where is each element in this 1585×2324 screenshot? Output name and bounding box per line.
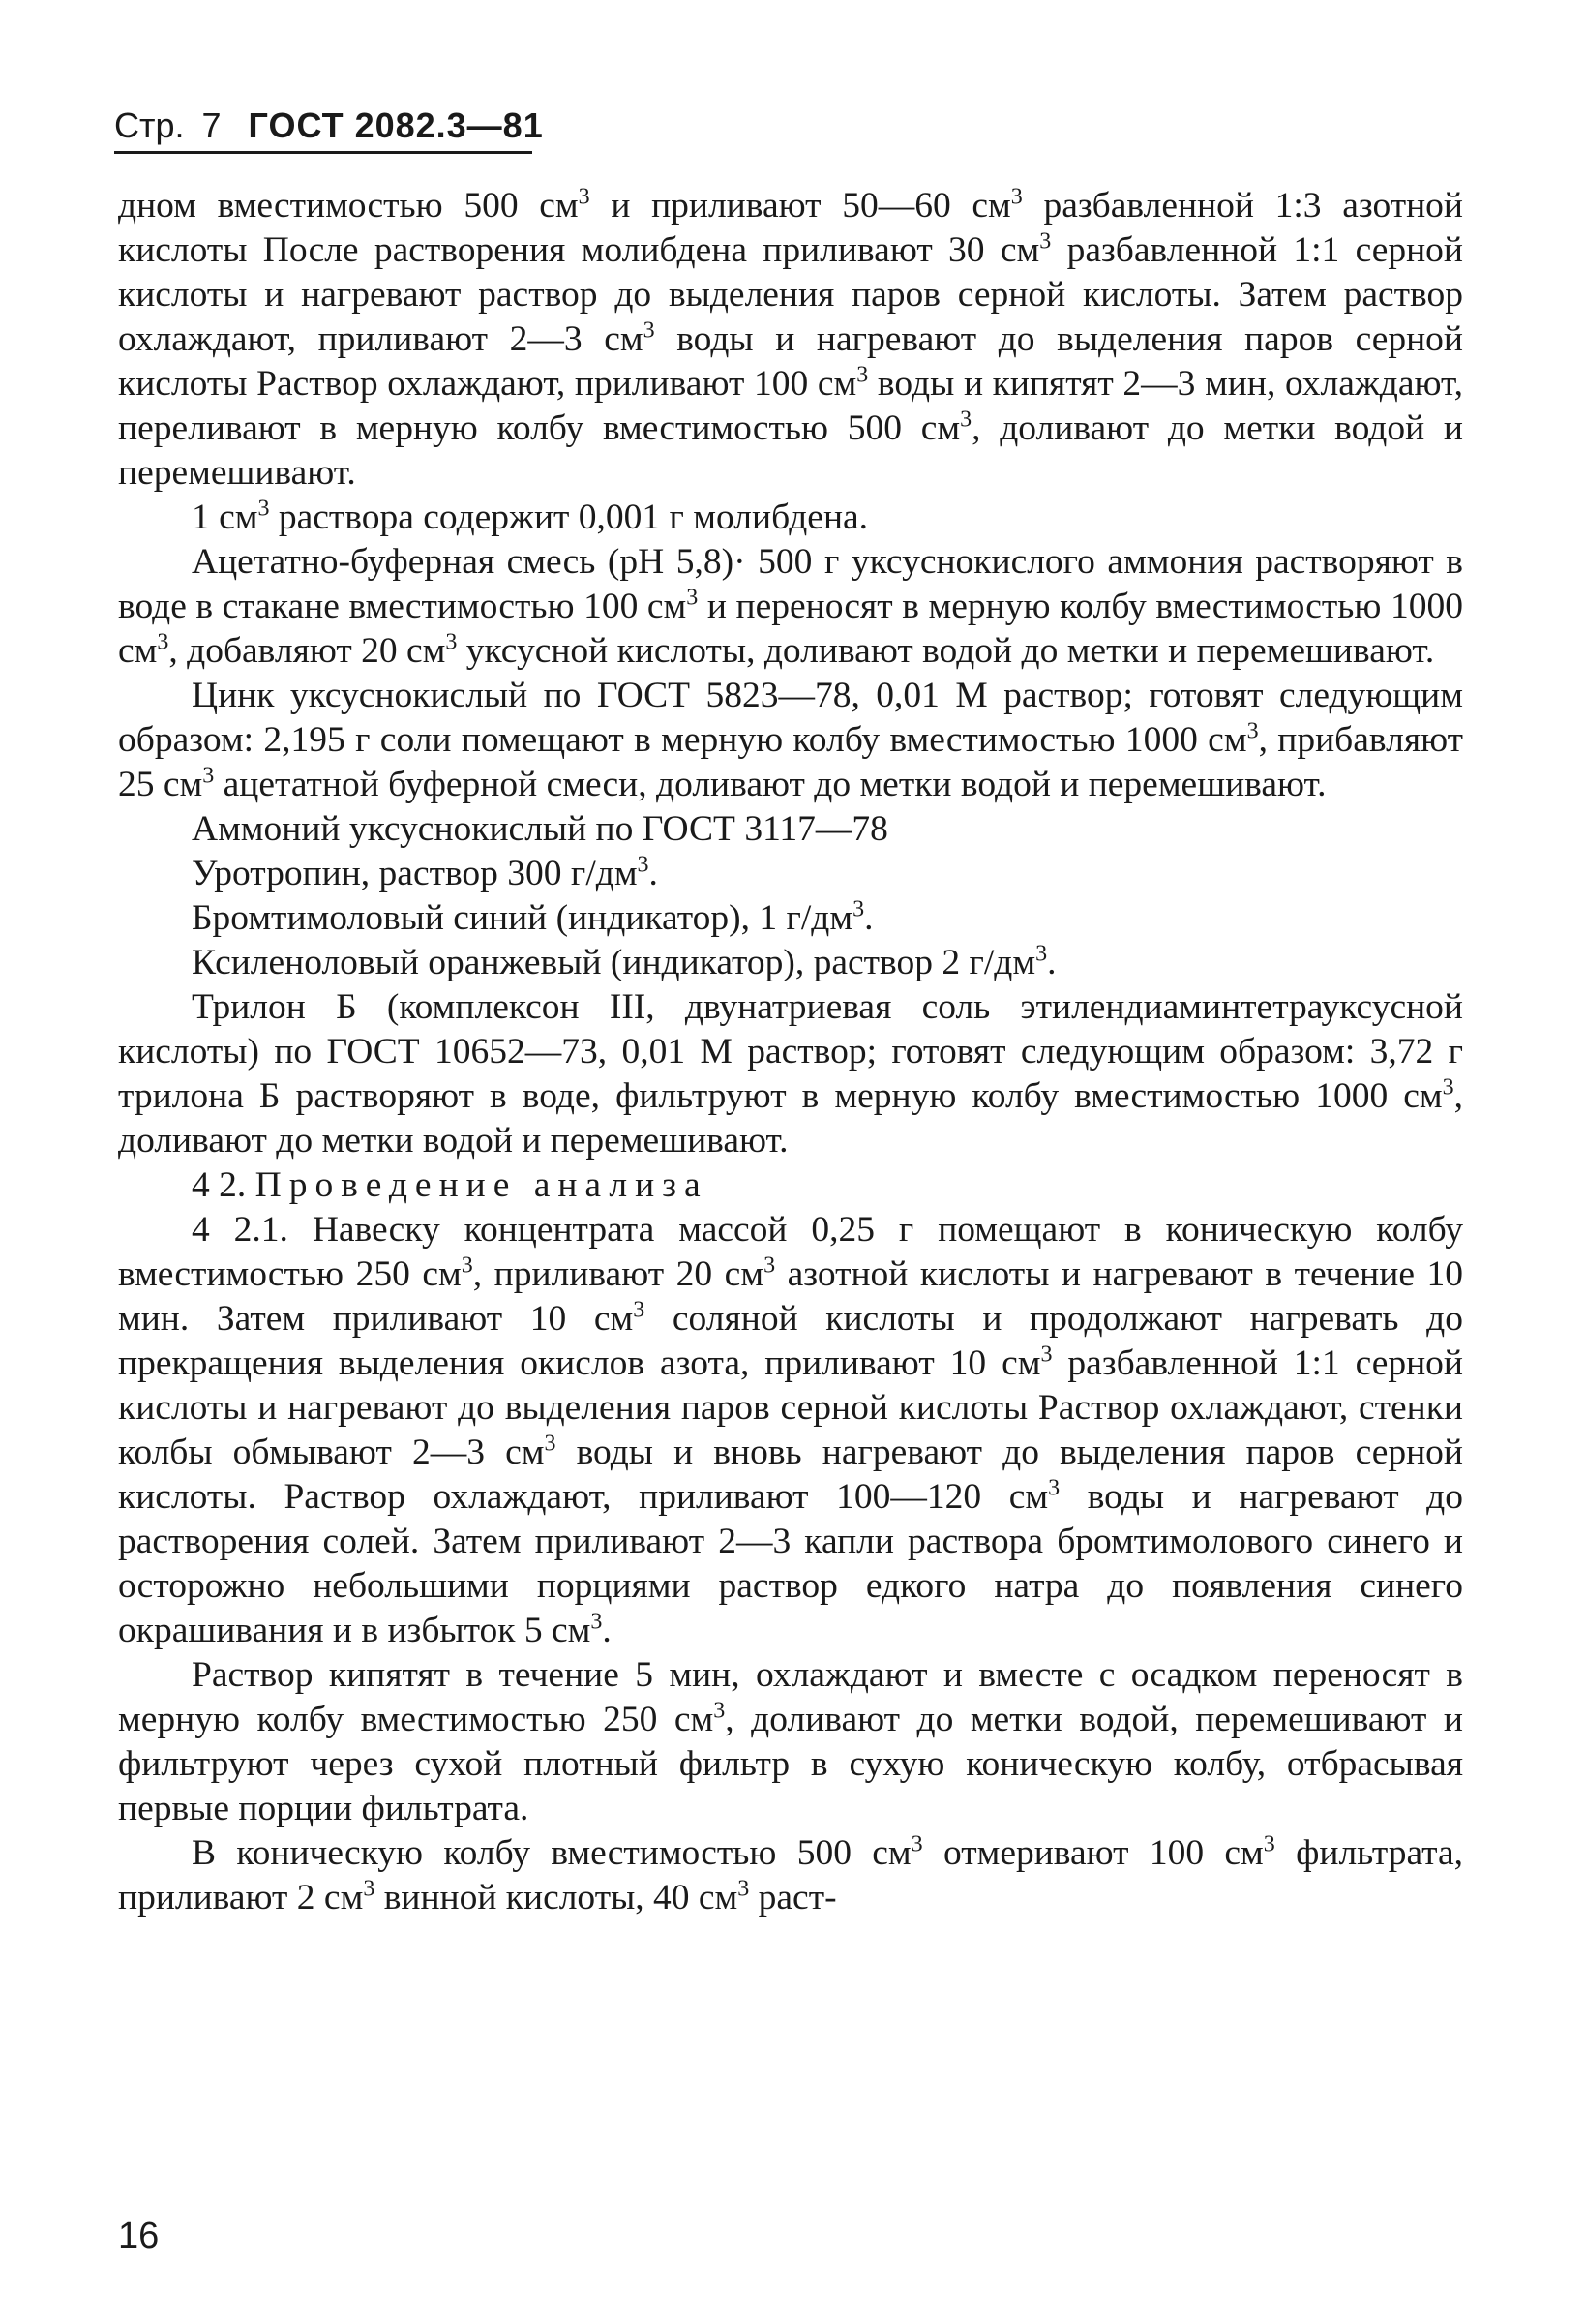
page-number-header: 7 bbox=[201, 106, 222, 145]
paragraph: Бромтимоловый синий (индикатор), 1 $г/дм^3$. bbox=[192, 896, 874, 938]
header-rule bbox=[114, 151, 532, 154]
paragraph: Раствор кипятят в течение 5 мин, охлаждают и вместе с осадком переносят в мерную колбу вместимостью 250 $см^3$, доливают до метки водой, перемешивают и фильтруют через сухой плотный фильтр в сухую коническую колбу, отбрасывая первые порции фильтрата. bbox=[118, 1655, 1463, 1828]
paragraph: В коническую колбу вместимостью 500 $см^3$ отмеривают 100 $см^3$ фильтрата, приливают 2 $см^3$ винной кислоты, 40 $см^3$ раст- bbox=[118, 1831, 1463, 1917]
paragraph: 4 2.1. Навеску концентрата массой 0,25 г помещают в коническую колбу вместимостью 250 $см^3$, приливают 20 $см^3$ азотной кислоты и нагревают в течение 10 мин. Затем приливают 10 $см^3$ соляной кислоты и продолжают нагревать до прекращения выделения окислов азота, приливают 10 $см^3$ разбавленной 1:1 серной кислоты и нагревают до выделения паров серной кислоты Раствор охлаждают, стенки колбы обмывают 2—3 $см^3$ воды и вновь нагревают до выделения паров серной кислоты. Раствор охлаждают, приливают 100—120 $см^3$ воды и нагревают до растворения солей. Затем приливают 2—3 капли раствора бромтимолового синего и осторожно небольшими порциями раствор едкого натра до появления синего окрашивания и в избыток 5 $см^3$. bbox=[118, 1210, 1464, 1650]
paragraph: Уротропин, раствор 300 $г/дм^3$. bbox=[192, 852, 658, 893]
paragraph: дном вместимостью 500 $см^3$ и приливают 50—60 $см^3$ разбавленной 1:3 азотной кислоты После растворения молибдена приливают 30 $см^3$ разбавленной 1:1 серной кислоты и нагревают раствор до выделения паров серной кислоты. Затем раствор охлаждают, приливают 2—3 $см^3$ воды и нагревают до выделения паров серной кислоты Раствор охлаждают, приливают 100 $см^3$ воды и кипятят 2—3 мин, охлаждают, переливают в мерную колбу вместимостью 500 $см^3$, доливают до метки водой и перемешивают. bbox=[118, 184, 1463, 493]
paragraph: Трилон Б (комплексон III, двунатриевая соль этилендиаминтетрауксусной кислоты) по ГОСТ 10652—73, 0,01 М раствор; готовят следующим образом: 3,72 г трилона Б растворяют в воде, фильтруют в мерную колбу вместимостью 1000 $см^3$, доливают до метки водой и перемешивают. bbox=[118, 987, 1463, 1161]
paragraph: 4 2. Проведение анализа bbox=[192, 1165, 708, 1205]
body-text bbox=[118, 184, 1463, 1920]
paragraph: Ксиленоловый оранжевый (индикатор), раствор 2 $г/дм^3$. bbox=[192, 941, 1057, 982]
page-number-footer: 16 bbox=[118, 2216, 160, 2256]
page-header bbox=[114, 105, 544, 147]
page-label: Стр. bbox=[114, 106, 185, 145]
standard-designation: ГОСТ 2082.3—81 bbox=[248, 106, 544, 145]
paragraph: 1 $см^3$ раствора содержит 0,001 г молибдена. bbox=[192, 496, 869, 537]
paragraph: Цинк уксуснокислый по ГОСТ 5823—78, 0,01 М раствор; готовят следующим образом: 2,195 г соли помещают в мерную колбу вместимостью 1000 $см^3$, прибавляют 25 $см^3$ ацетатной буферной смеси, доливают до метки водой и перемешивают. bbox=[118, 676, 1463, 804]
paragraph: Аммоний уксуснокислый по ГОСТ 3117—78 bbox=[192, 809, 888, 849]
paragraph: Ацетатно-буферная смесь (pH 5,8)· 500 г уксуснокислого аммония растворяют в воде в стакане вместимостью 100 $см^3$ и переносят в мерную колбу вместимостью 1000 $см^3$, добавляют 20 $см^3$ уксусной кислоты, доливают водой до метки и перемешивают. bbox=[118, 542, 1463, 671]
